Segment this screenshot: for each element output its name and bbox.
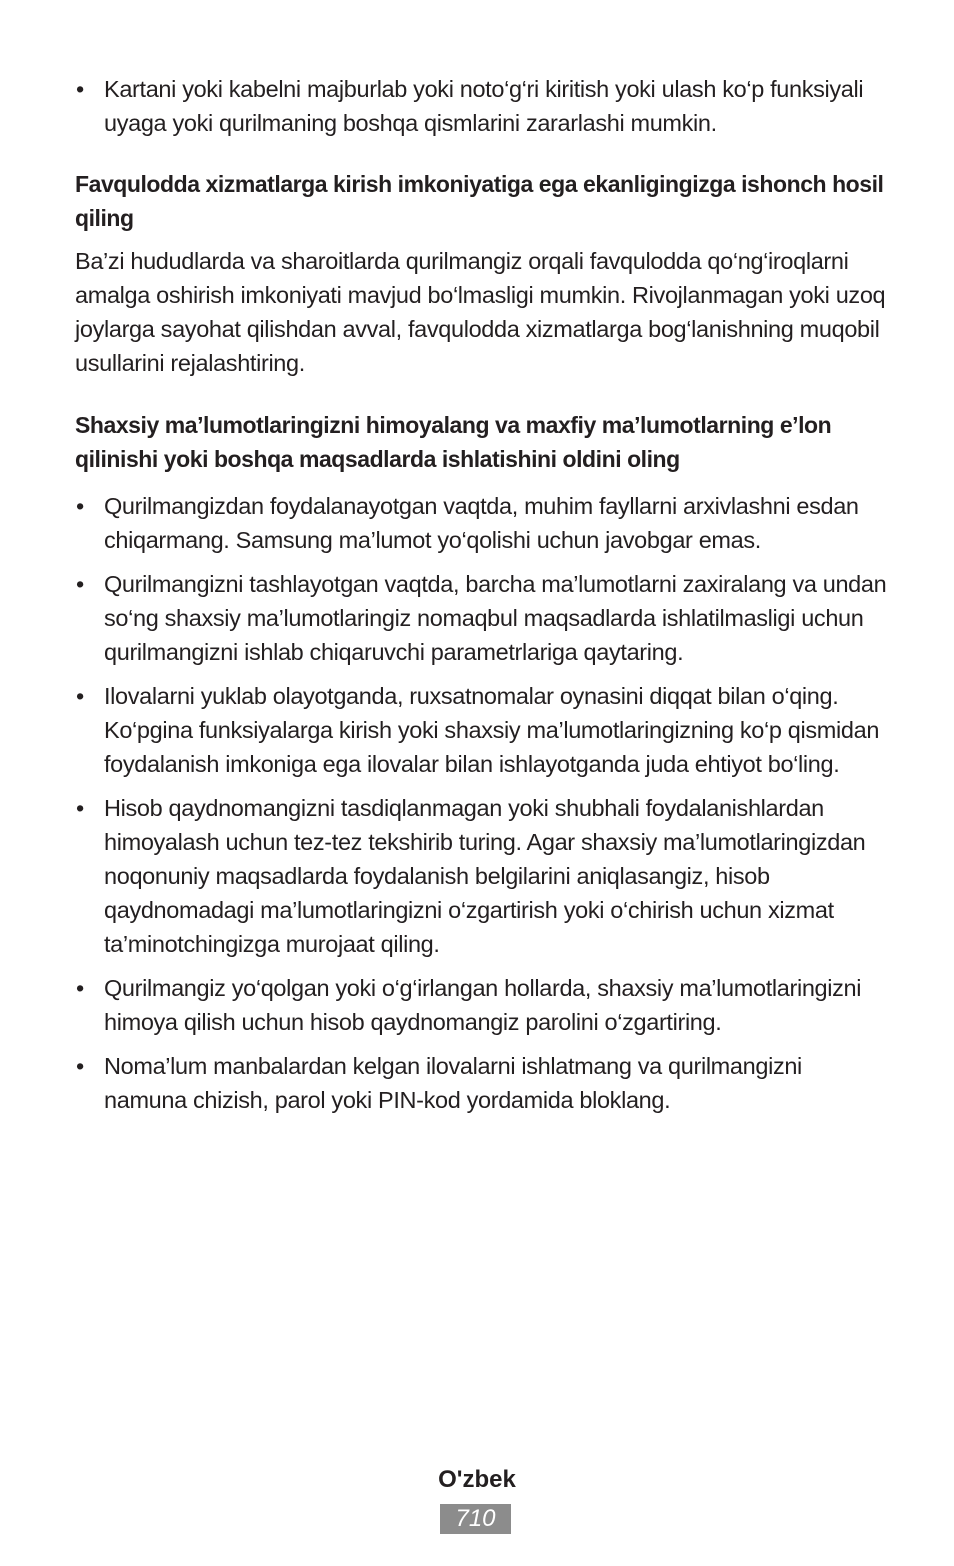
page-number-badge: 710 bbox=[440, 1504, 511, 1534]
bullet-icon: • bbox=[76, 1053, 84, 1079]
footer-language-label: O'zbek bbox=[438, 1466, 516, 1493]
list-item bbox=[75, 72, 890, 140]
list-item bbox=[75, 1049, 890, 1117]
bullet-icon: • bbox=[76, 493, 84, 519]
list-item bbox=[75, 791, 890, 961]
list-item bbox=[75, 679, 890, 781]
section-paragraph: Ba’zi hududlarda va sharoitlarda qurilmangiz orqali favqulodda qo‘ng‘iroqlarni amalga oshirish imkoniyati mavjud bo‘lmasligi mumkin. Rivojlanmagan yoki uzoq joylarga sayohat qilishdan avval, favqulodda xizmatlarga bog‘lanishning muqobil usullarini rejalashtiring. bbox=[75, 248, 886, 376]
section-personal-data bbox=[75, 408, 890, 1117]
bullet-icon: • bbox=[76, 571, 84, 597]
bullet-icon: • bbox=[76, 795, 84, 821]
bullet-icon: • bbox=[76, 76, 84, 102]
list-item bbox=[75, 489, 890, 557]
list-item-text: Noma’lum manbalardan kelgan ilovalarni ishlatmang va qurilmangizni namuna chizish, parol yoki PIN-kod yordamida bloklang. bbox=[104, 1053, 802, 1113]
list-item-text: Kartani yoki kabelni majburlab yoki noto‘g‘ri kiritish yoki ulash ko‘p funksiyali uyaga yoki qurilmaning boshqa qismlarini zararlashi mumkin. bbox=[104, 76, 864, 136]
bullet-icon: • bbox=[76, 683, 84, 709]
bullet-icon: • bbox=[76, 975, 84, 1001]
list-item-text: Qurilmangizni tashlayotgan vaqtda, barcha ma’lumotlarni zaxiralang va undan so‘ng shaxsiy ma’lumotlaringiz nomaqbul maqsadlarda ishlatilmasligi uchun qurilmangizni ishlab chiqaruvchi parametrlariga qaytaring. bbox=[104, 571, 887, 665]
list-item-text: Ilovalarni yuklab olayotganda, ruxsatnomalar oynasini diqqat bilan o‘qing. Ko‘pgina funksiyalarga kirish yoki shaxsiy ma’lumotlaringizning ko‘p qismidan foydalanish imkoniga ega ilovalar bilan ishlayotganda juda ehtiyot bo‘ling. bbox=[104, 683, 880, 777]
list-item bbox=[75, 567, 890, 669]
bullet-list bbox=[75, 489, 890, 1117]
list-item-text: Hisob qaydnomangizni tasdiqlanmagan yoki shubhali foydalanishlardan himoyalash uchun tez-tez tekshirib turing. Agar shaxsiy ma’lumotlaringizdan noqonuniy maqsadlarda foydalanish belgilarini aniqlasangiz, hisob qaydnomadagi ma’lumotlaringizni o‘zgartirish yoki o‘chirish uchun xizmat ta’minotchingizga murojaat qiling. bbox=[104, 795, 866, 957]
list-item bbox=[75, 971, 890, 1039]
section-heading: Shaxsiy ma’lumotlaringizni himoyalang va maxfiy ma’lumotlarning e’lon qilinishi yoki boshqa maqsadlarda ishlatishini oldini oling bbox=[75, 412, 832, 472]
section-heading: Favqulodda xizmatlarga kirish imkoniyatiga ega ekanligingizga ishonch hosil qiling bbox=[75, 171, 884, 231]
list-item-text: Qurilmangiz yo‘qolgan yoki o‘g‘irlangan hollarda, shaxsiy ma’lumotlaringizni himoya qilish uchun hisob qaydnomangiz parolini o‘zgartiring. bbox=[104, 975, 862, 1035]
document-body bbox=[75, 72, 890, 1127]
section-emergency-services bbox=[75, 167, 890, 380]
list-item-text: Qurilmangizdan foydalanayotgan vaqtda, muhim fayllarni arxivlashni esdan chiqarmang. Samsung ma’lumot yo‘qolishi uchun javobgar emas. bbox=[104, 493, 859, 553]
